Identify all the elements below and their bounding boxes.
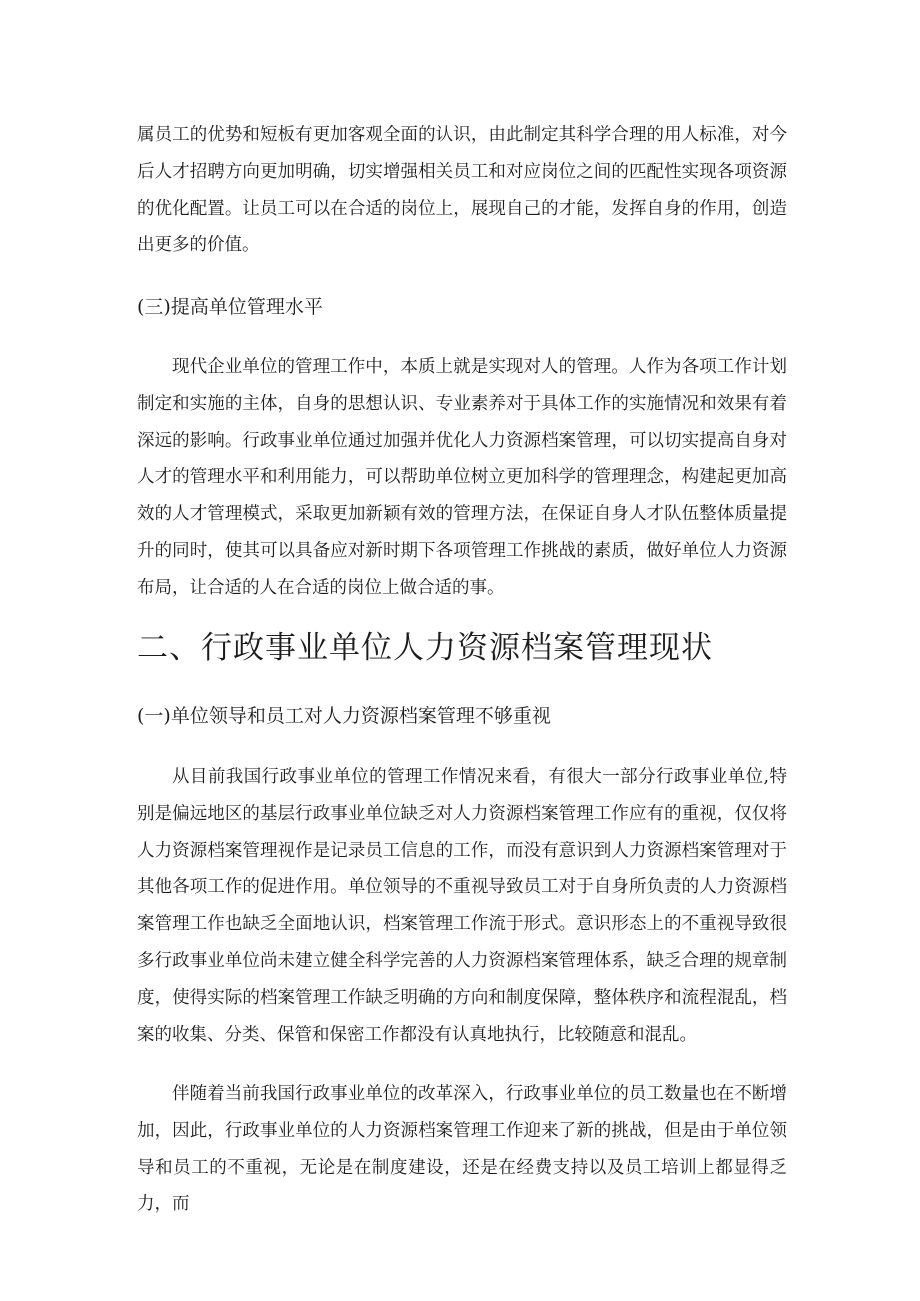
continued-paragraph: 属员工的优势和短板有更加客观全面的认识，由此制定其科学合理的用人标准，对今后人才招聘方向更加明确，切实增强相关员工和对应岗位之间的匹配性实现各项资源的优化配置。让员工可以在合适的岗位上，展现自己的才能，发挥自身的作用，创造出更多的价值。 [137, 125, 787, 256]
section-1-paragraph-2: 伴随着当前我国行政事业单位的改革深入，行政事业单位的员工数量也在不断增加，因此，行政事业单位的人力资源档案管理工作迎来了新的挑战，但是由于单位领导和员工的不重视，无论是在制度建设，还是在经费支持以及员工培训上都显得乏力，而 [137, 1084, 787, 1215]
section-3-paragraph: 现代企业单位的管理工作中，本质上就是实现对人的管理。人作为各项工作计划制定和实施的主体，自身的思想认识、专业素养对于具体工作的实施情况和效果有着深远的影响。行政事业单位通过加强并优化人力资源档案管理，可以切实提高自身对人才的管理水平和利用能力，可以帮助单位树立更加科学的管理理念，构建起更加高效的人才管理模式，采取更加新颖有效的管理方法，在保证自身人才队伍整体质量提升的同时，使其可以具备应对新时期下各项管理工作挑战的素质，做好单位人力资源布局，让合适的人在合适的岗位上做合适的事。 [137, 357, 787, 598]
section-1-paragraph-1: 从目前我国行政事业单位的管理工作情况来看，有很大一部分行政事业单位,特别是偏远地区的基层行政事业单位缺乏对人力资源档案管理工作应有的重视，仅仅将人力资源档案管理视作是记录员工信息的工作，而没有意识到人力资源档案管理对于其他各项工作的促进作用。单位领导的不重视导致员工对于自身所负责的人力资源档案管理工作也缺乏全面地认识，档案管理工作流于形式。意识形态上的不重视导致很多行政事业单位尚未建立健全科学完善的人力资源档案管理体系，缺乏合理的规章制度，使得实际的档案管理工作缺乏明确的方向和制度保障，整体秩序和流程混乱，档案的收集、分类、保管和保密工作都没有认真地执行，比较随意和混乱。 [137, 767, 787, 1045]
section-heading-1: (一)单位领导和员工对人力资源档案管理不够重视 [137, 705, 551, 727]
chapter-heading-2: 二、行政事业单位人力资源档案管理现状 [137, 630, 713, 666]
section-heading-3: (三)提高单位管理水平 [137, 296, 323, 318]
